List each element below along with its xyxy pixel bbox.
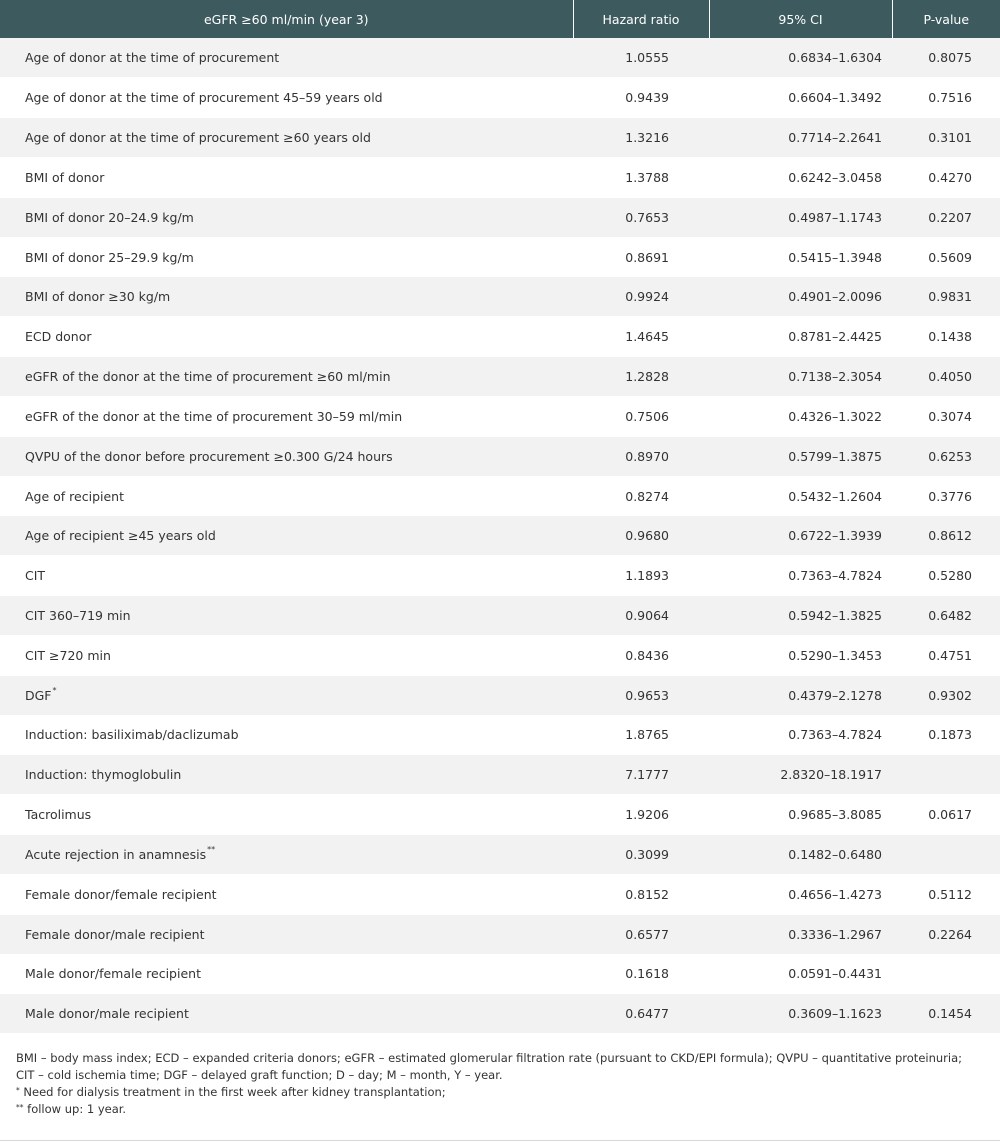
p-value-cell: 0.3776 — [892, 476, 1000, 516]
p-value-cell: 0.5609 — [892, 237, 1000, 277]
p-value-cell: 0.4270 — [892, 157, 1000, 197]
row-label-cell — [0, 715, 573, 755]
table-row — [0, 516, 1000, 556]
p-value-cell: 0.6253 — [892, 436, 1000, 476]
hazard-ratio-cell: 0.9680 — [573, 516, 709, 556]
header-p-value: P-value — [892, 0, 1000, 38]
hazard-ratio-cell: 0.6577 — [573, 914, 709, 954]
table-row — [0, 157, 1000, 197]
p-value-cell — [892, 954, 1000, 994]
hazard-ratio-cell: 0.9653 — [573, 675, 709, 715]
row-label-cell — [0, 476, 573, 516]
row-label: Age of recipient ≥45 years old — [25, 528, 216, 544]
row-label-cell — [0, 516, 573, 556]
p-value-cell: 0.5112 — [892, 874, 1000, 914]
row-label: BMI of donor ≥30 kg/m — [25, 289, 171, 305]
table-row — [0, 596, 1000, 636]
row-label: ECD donor — [25, 329, 92, 345]
table-row — [0, 556, 1000, 596]
row-label: Female donor/male recipient — [25, 926, 205, 942]
table-row — [0, 994, 1000, 1034]
p-value-cell: 0.3074 — [892, 396, 1000, 436]
header-row — [0, 0, 1000, 38]
row-label: Acute rejection in anamnesis — [25, 846, 207, 862]
footnote-dgf — [16, 1084, 984, 1101]
table-body — [0, 38, 1000, 1034]
table-row — [0, 317, 1000, 357]
p-value-cell: 0.3101 — [892, 118, 1000, 158]
confidence-interval-cell: 0.6604–1.3492 — [709, 78, 892, 118]
row-label-cell — [0, 675, 573, 715]
confidence-interval-cell: 0.5290–1.3453 — [709, 635, 892, 675]
p-value-cell: 0.4751 — [892, 635, 1000, 675]
row-label-cell — [0, 835, 573, 875]
confidence-interval-cell: 0.4987–1.1743 — [709, 197, 892, 237]
row-label-cell — [0, 277, 573, 317]
row-label-cell — [0, 635, 573, 675]
hazard-ratio-cell: 0.7506 — [573, 396, 709, 436]
p-value-cell: 0.9831 — [892, 277, 1000, 317]
confidence-interval-cell: 0.4326–1.3022 — [709, 396, 892, 436]
hazard-ratio-cell: 0.8970 — [573, 436, 709, 476]
row-label-cell — [0, 596, 573, 636]
row-label-cell — [0, 197, 573, 237]
row-label-cell — [0, 118, 573, 158]
footnote-follow-up — [16, 1101, 984, 1118]
row-label-cell — [0, 396, 573, 436]
confidence-interval-cell: 0.7363–4.7824 — [709, 715, 892, 755]
row-label: Female donor/female recipient — [25, 886, 217, 902]
confidence-interval-cell: 0.3336–1.2967 — [709, 914, 892, 954]
confidence-interval-cell: 0.5799–1.3875 — [709, 436, 892, 476]
row-label-cell — [0, 874, 573, 914]
table-row — [0, 675, 1000, 715]
confidence-interval-cell: 0.4379–2.1278 — [709, 675, 892, 715]
row-label-cell — [0, 994, 573, 1034]
confidence-interval-cell: 0.6242–3.0458 — [709, 157, 892, 197]
hazard-ratio-cell: 0.8274 — [573, 476, 709, 516]
hazard-ratio-cell: 1.0555 — [573, 38, 709, 78]
footnote-text: follow up: 1 year. — [23, 1102, 127, 1116]
abbreviations-line-1: BMI – body mass index; ECD – expanded criteria donors; eGFR – estimated glomerular filtration rate (pursuant to CKD/EPI formula); QVPU – quantitative proteinuria; — [16, 1051, 963, 1065]
hazard-ratio-cell: 0.7653 — [573, 197, 709, 237]
row-label: CIT 360–719 min — [25, 608, 131, 623]
row-label-cell — [0, 317, 573, 357]
hazard-ratio-cell: 0.9924 — [573, 277, 709, 317]
table-row — [0, 755, 1000, 795]
row-label: Induction: thymoglobulin — [25, 767, 182, 783]
table-row — [0, 277, 1000, 317]
p-value-cell: 0.4050 — [892, 357, 1000, 397]
confidence-interval-cell: 0.4901–2.0096 — [709, 277, 892, 317]
p-value-cell: 0.1454 — [892, 994, 1000, 1034]
confidence-interval-cell: 0.7138–2.3054 — [709, 357, 892, 397]
table-row — [0, 835, 1000, 875]
footnote-marker: * — [52, 685, 57, 695]
confidence-interval-cell: 0.5942–1.3825 — [709, 596, 892, 636]
p-value-cell: 0.7516 — [892, 78, 1000, 118]
p-value-cell — [892, 755, 1000, 795]
row-label: BMI of donor — [25, 169, 105, 185]
row-label: QVPU of the donor before procurement ≥0.300 G/24 hours — [25, 448, 393, 464]
hazard-ratio-cell: 7.1777 — [573, 755, 709, 795]
confidence-interval-cell: 0.0591–0.4431 — [709, 954, 892, 994]
confidence-interval-cell: 0.8781–2.4425 — [709, 317, 892, 357]
table-row — [0, 197, 1000, 237]
hazard-ratio-cell: 1.4645 — [573, 317, 709, 357]
table-row — [0, 436, 1000, 476]
row-label-cell — [0, 78, 573, 118]
p-value-cell: 0.5280 — [892, 556, 1000, 596]
p-value-cell: 0.1438 — [892, 317, 1000, 357]
table-row — [0, 715, 1000, 755]
row-label: Tacrolimus — [25, 807, 92, 823]
footnote-marker: ** — [207, 844, 216, 854]
hazard-ratio-cell: 0.3099 — [573, 835, 709, 875]
confidence-interval-cell: 0.7363–4.7824 — [709, 556, 892, 596]
table-row — [0, 118, 1000, 158]
row-label-cell — [0, 795, 573, 835]
table-row — [0, 476, 1000, 516]
row-label-cell — [0, 38, 573, 78]
confidence-interval-cell: 0.1482–0.6480 — [709, 835, 892, 875]
row-label-cell — [0, 436, 573, 476]
row-label-cell — [0, 357, 573, 397]
row-label-cell — [0, 954, 573, 994]
table-row — [0, 38, 1000, 78]
row-label: Male donor/female recipient — [25, 966, 201, 982]
row-label: Induction: basiliximab/daclizumab — [25, 727, 239, 743]
table-row — [0, 396, 1000, 436]
p-value-cell: 0.0617 — [892, 795, 1000, 835]
row-label-cell — [0, 237, 573, 277]
confidence-interval-cell: 0.6722–1.3939 — [709, 516, 892, 556]
row-label-cell — [0, 556, 573, 596]
abbreviations-line-2: CIT – cold ischemia time; DGF – delayed graft function; D – day; M – month, Y – year. — [16, 1068, 503, 1082]
table-row — [0, 78, 1000, 118]
hazard-ratio-cell: 1.2828 — [573, 357, 709, 397]
confidence-interval-cell: 0.4656–1.4273 — [709, 874, 892, 914]
hazard-ratio-cell: 0.8691 — [573, 237, 709, 277]
p-value-cell: 0.8075 — [892, 38, 1000, 78]
table-row — [0, 914, 1000, 954]
p-value-cell: 0.8612 — [892, 516, 1000, 556]
confidence-interval-cell: 2.8320–18.1917 — [709, 755, 892, 795]
row-label: Age of donor at the time of procurement ≥60 years old — [25, 130, 371, 146]
row-label: DGF — [25, 687, 52, 703]
header-hazard-ratio: Hazard ratio — [573, 0, 709, 38]
hazard-ratio-cell: 1.8765 — [573, 715, 709, 755]
row-label: CIT ≥720 min — [25, 647, 111, 663]
hazard-ratio-cell: 0.8436 — [573, 635, 709, 675]
row-label: BMI of donor 25–29.9 kg/m — [25, 249, 194, 265]
p-value-cell: 0.6482 — [892, 596, 1000, 636]
row-label: Male donor/male recipient — [25, 1006, 189, 1022]
table-row — [0, 237, 1000, 277]
row-label: Age of donor at the time of procurement 45–59 years old — [25, 90, 383, 106]
hazard-ratio-cell: 1.3788 — [573, 157, 709, 197]
p-value-cell: 0.2264 — [892, 914, 1000, 954]
table-row — [0, 635, 1000, 675]
p-value-cell: 0.2207 — [892, 197, 1000, 237]
header-variable: eGFR ≥60 ml/min (year 3) — [0, 0, 573, 38]
hazard-ratio-cell: 1.9206 — [573, 795, 709, 835]
row-label: Age of recipient — [25, 488, 124, 504]
p-value-cell: 0.1873 — [892, 715, 1000, 755]
hazard-ratio-cell: 1.3216 — [573, 118, 709, 158]
row-label-cell — [0, 914, 573, 954]
confidence-interval-cell: 0.5432–1.2604 — [709, 476, 892, 516]
hazard-ratio-cell: 0.6477 — [573, 994, 709, 1034]
hazard-ratio-cell: 1.1893 — [573, 556, 709, 596]
row-label: eGFR of the donor at the time of procurement 30–59 ml/min — [25, 408, 403, 424]
row-label: eGFR of the donor at the time of procurement ≥60 ml/min — [25, 369, 391, 385]
row-label: BMI of donor 20–24.9 kg/m — [25, 209, 194, 225]
row-label-cell — [0, 157, 573, 197]
p-value-cell — [892, 835, 1000, 875]
hazard-ratio-cell: 0.8152 — [573, 874, 709, 914]
confidence-interval-cell: 0.6834–1.6304 — [709, 38, 892, 78]
hazard-ratio-cell: 0.9439 — [573, 78, 709, 118]
table-row — [0, 795, 1000, 835]
hazard-ratio-cell: 0.9064 — [573, 596, 709, 636]
hazard-ratio-cell: 0.1618 — [573, 954, 709, 994]
footnote-mark: * — [16, 1086, 20, 1095]
confidence-interval-cell: 0.7714–2.2641 — [709, 118, 892, 158]
table-row — [0, 357, 1000, 397]
row-label: CIT — [25, 568, 46, 584]
footnote-mark: ** — [16, 1103, 24, 1112]
table-row — [0, 874, 1000, 914]
header-ci: 95% CI — [709, 0, 892, 38]
table-footnotes — [0, 1034, 1000, 1141]
table-row — [0, 954, 1000, 994]
p-value-cell: 0.9302 — [892, 675, 1000, 715]
row-label: Age of donor at the time of procurement — [25, 50, 280, 66]
table-header — [0, 0, 1000, 38]
confidence-interval-cell: 0.5415–1.3948 — [709, 237, 892, 277]
row-label-cell — [0, 755, 573, 795]
confidence-interval-cell: 0.9685–3.8085 — [709, 795, 892, 835]
confidence-interval-cell: 0.3609–1.1623 — [709, 994, 892, 1034]
footnote-text: Need for dialysis treatment in the first week after kidney transplantation; — [19, 1085, 446, 1099]
